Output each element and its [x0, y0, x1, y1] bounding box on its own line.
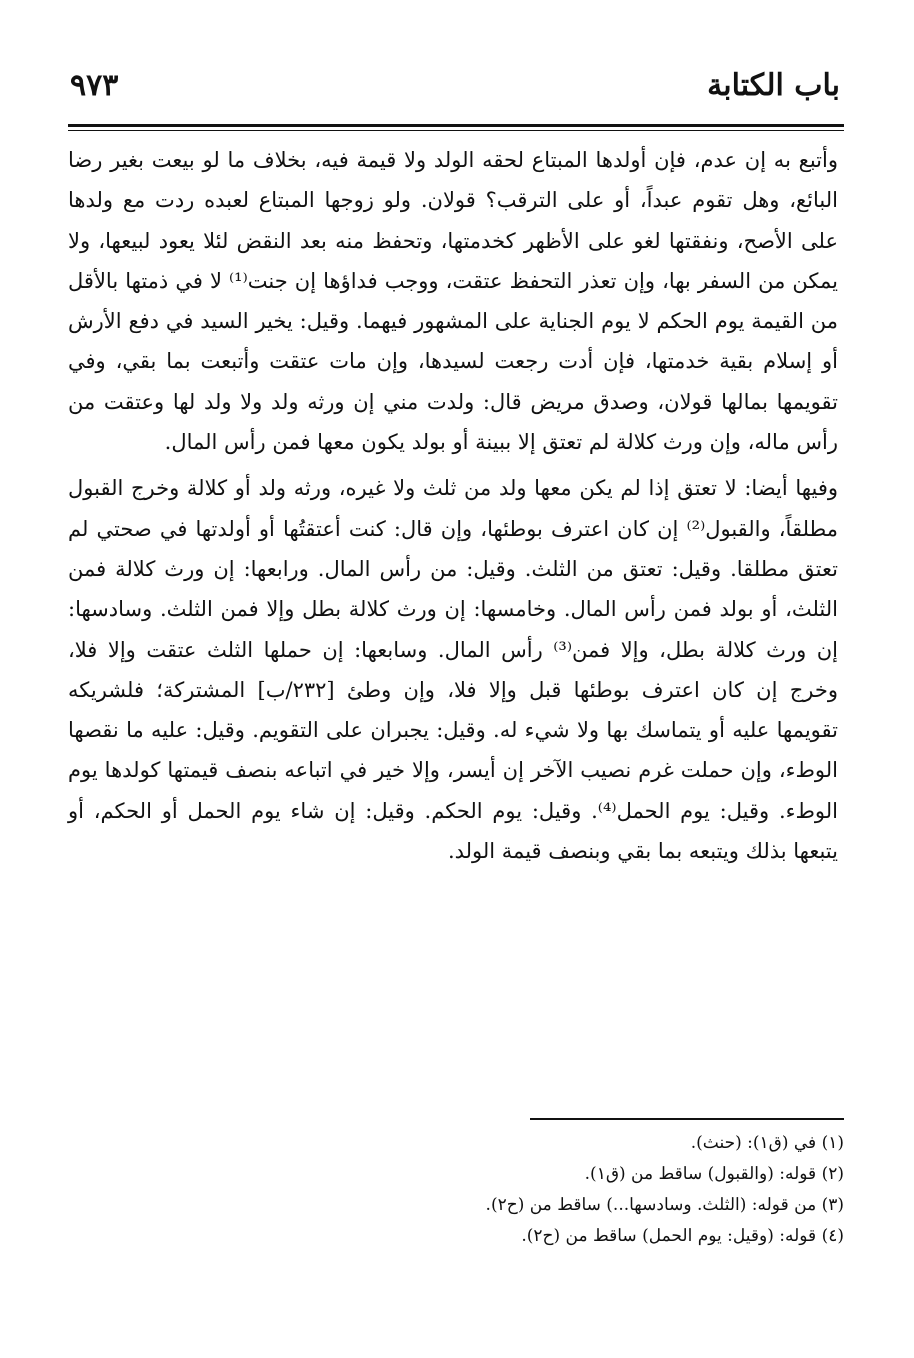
main-text: [68, 140, 838, 871]
footnote: (٤) قوله: (وقيل: يوم الحمل) ساقط من (ح٢).: [521, 1226, 844, 1246]
footnote: (٢) قوله: (والقبول) ساقط من (ق١).: [584, 1164, 844, 1184]
chapter-title: باب الكتابة: [707, 68, 840, 103]
paragraph: وأتبع به إن عدم، فإن أولدها المبتاع لحقه الولد ولا قيمة فيه، بخلاف ما لو بيعت بغير رضا البائع، وهل تقوم عبداً، أو على الترقب؟ قولان. ولو زوجها المبتاع لعبده ردت مع ولدها على الأصح، ونفقتها لغو على الأظهر كخدمتها، وتحفظ منه بعد النقض لئلا يعود لبيعها، ولا يمكن من السفر بها، وإن تعذر التحفظ عتقت، ووجب فداؤها إن جنت⁽¹⁾ لا في ذمتها بالأقل من القيمة يوم الحكم لا يوم الجناية على المشهور فيهما. وقيل: يخير السيد في دفع الأرش أو إسلام بقية خدمتها، فإن أدت رجعت لسيدها، وإن مات عتقت وأتبعت بما بقي، وفي تقويمها بمالها قولان، وصدق مريض قال: ولدت مني إن ورثه ولد ولا ولد لها وعتقت من رأس ماله، وإن ورث كلالة لم تعتق إلا ببينة أو بولد يكون معها فمن رأس المال.: [68, 148, 838, 455]
footnotes: [144, 1128, 844, 1252]
header-rule: [68, 124, 844, 127]
page-number: ٩٧٣: [70, 68, 119, 103]
footnote-separator: [530, 1118, 844, 1120]
paragraph: وفيها أيضا: لا تعتق إذا لم يكن معها ولد من ثلث ولا غيره، ورثه ولد أو كلالة وخرج القبول مطلقاً، والقبول⁽²⁾ إن كان اعترف بوطئها، وإن قال: كنت أعتقتُها أو أولدتها في صحتي لم تعتق مطلقا. وقيل: تعتق من الثلث. وقيل: من رأس المال. ورابعها: إن ورث كلالة فمن الثلث، أو بولد فمن رأس المال. وخامسها: إن ورث كلالة بطل وإلا فمن الثلث. وسادسها: إن ورث كلالة بطل، وإلا فمن⁽³⁾ رأس المال. وسابعها: إن حملها الثلث عتقت وإلا فلا، وخرج إن كان اعترف بوطئها قبل وإلا فلا، وإن وطئ [٢٣٢/ب] المشتركة؛ فلشريكه تقويمها عليه أو يتماسك بها ولا شيء له. وقيل: يجبران على التقويم. وقيل: عليه ما نقصها الوطء، وإن حملت غرم نصيب الآخر إن أيسر، وإلا خير في اتباعه بنصف قيمتها كولدها يوم الوطء. وقيل: يوم الحمل⁽⁴⁾. وقيل: يوم الحكم. وقيل: إن شاء يوم الحمل أو الحكم، أو يتبعها بذلك ويتبعه بما بقي وبنصف قيمة الولد.: [68, 476, 839, 864]
footnote: (٣) من قوله: (الثلث. وسادسها...) ساقط من (ح٢).: [485, 1195, 844, 1215]
footnote: (١) في (ق١): (حنث).: [690, 1133, 844, 1153]
header-rule-thin: [68, 130, 844, 131]
page-header: [60, 62, 840, 118]
